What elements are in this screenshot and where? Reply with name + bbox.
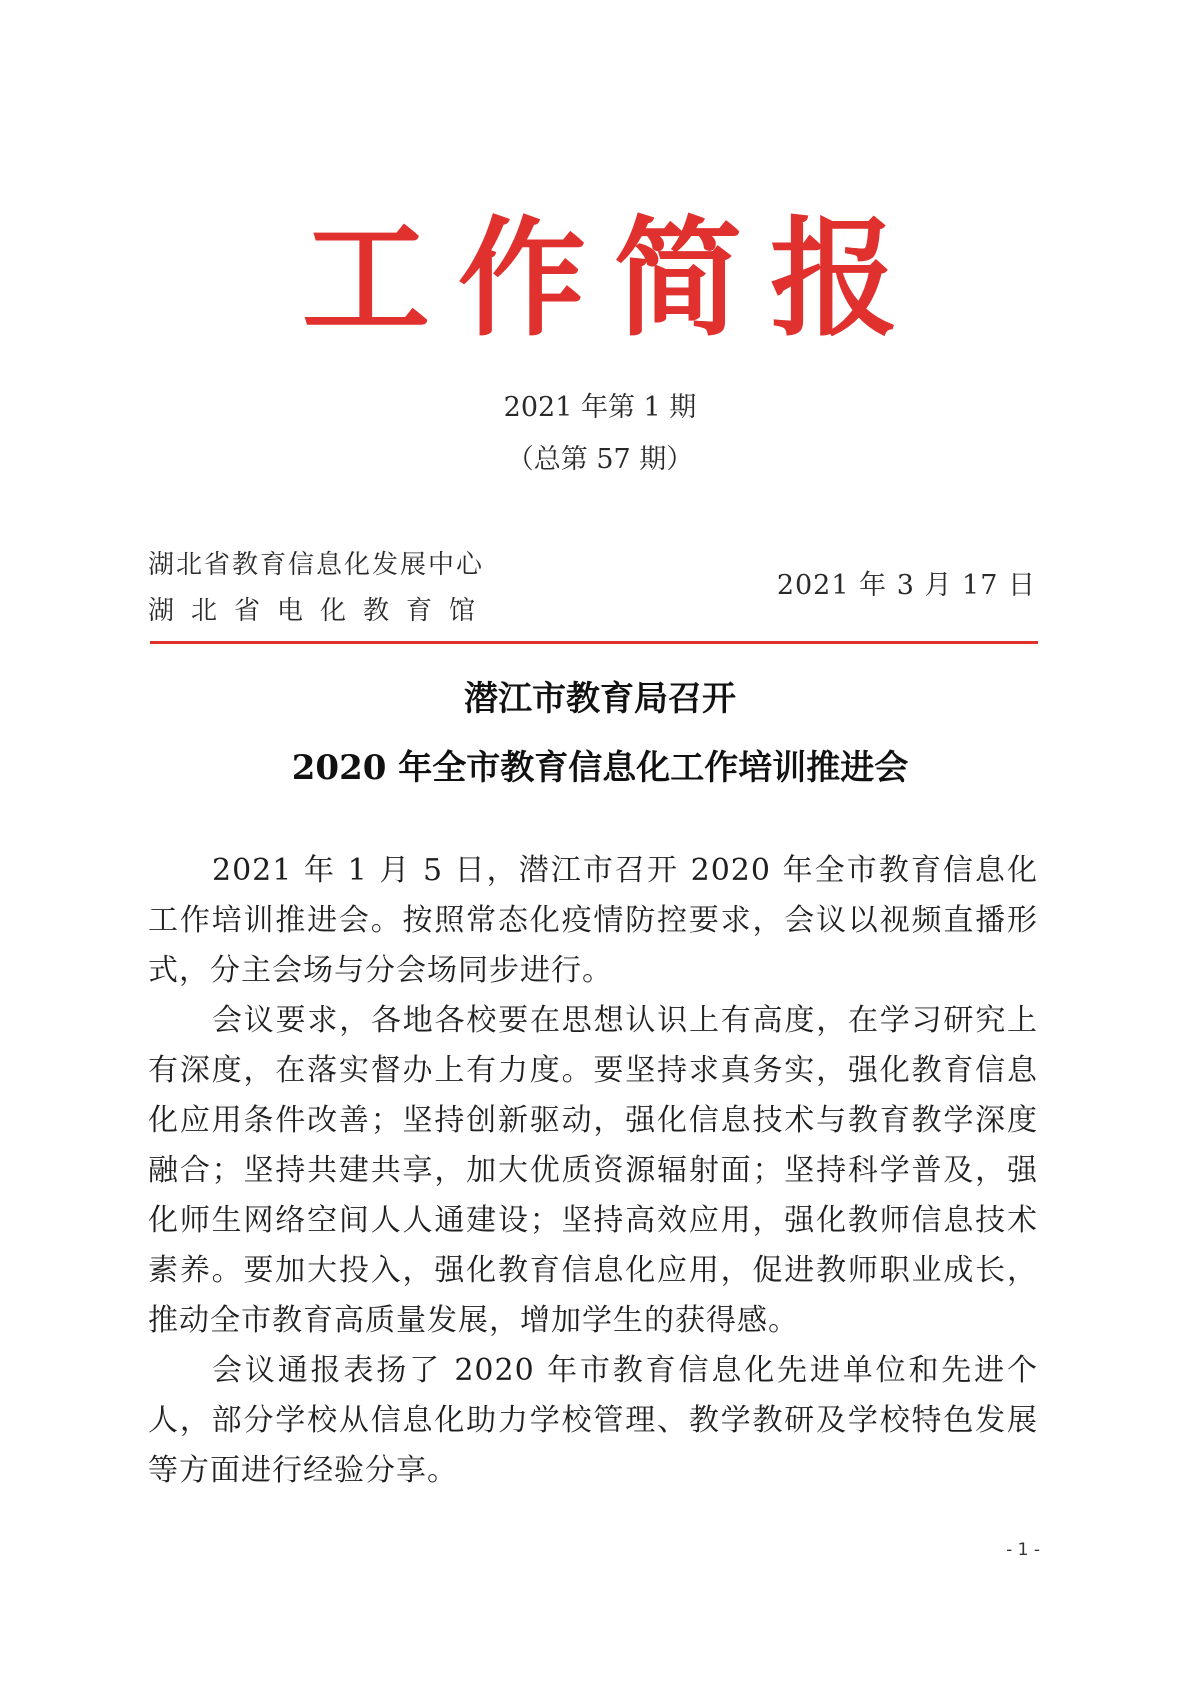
issuer-name-line-1: 湖北省教育信息化发展中心	[148, 550, 485, 580]
article-paragraph: 会议通报表扬了 2020 年市教育信息化先进单位和先进个人，部分学校从信息化助力学校管理、教学教研及学校特色发展等方面进行经验分享。	[148, 1353, 1038, 1488]
page-number: - 1 -	[1006, 1540, 1040, 1560]
red-divider-rule	[150, 641, 1038, 644]
masthead-title: 工作简报	[301, 205, 926, 354]
issue-date: 2021 年 3 月 17 日	[776, 570, 1036, 601]
issuer-name-line-2: 湖北省电化教育馆	[148, 596, 493, 626]
issue-total-number: （总第 57 期）	[506, 444, 694, 475]
article-paragraph: 2021 年 1 月 5 日，潜江市召开 2020 年全市教育信息化工作培训推进会。按照常态化疫情防控要求，会议以视频直播形式，分主会场与分会场同步进行。	[148, 853, 1038, 988]
article-title-line-2: 2020 年全市教育信息化工作培训推进会	[291, 748, 909, 788]
article-body	[148, 846, 1038, 1496]
article-title-line-1: 潜江市教育局召开	[464, 679, 736, 719]
article-paragraph: 会议要求，各地各校要在思想认识上有高度，在学习研究上有深度，在落实督办上有力度。要坚持求真务实，强化教育信息化应用条件改善；坚持创新驱动，强化信息技术与教育教学深度融合；坚持共建共享，加大优质资源辐射面；坚持科学普及，强化师生网络空间人人通建设；坚持高效应用，强化教师信息技术素养。要加大投入，强化教育信息化应用，促进教师职业成长，推动全市教育高质量发展，增加学生的获得感。	[148, 1003, 1038, 1338]
issue-number: 2021 年第 1 期	[503, 392, 697, 423]
